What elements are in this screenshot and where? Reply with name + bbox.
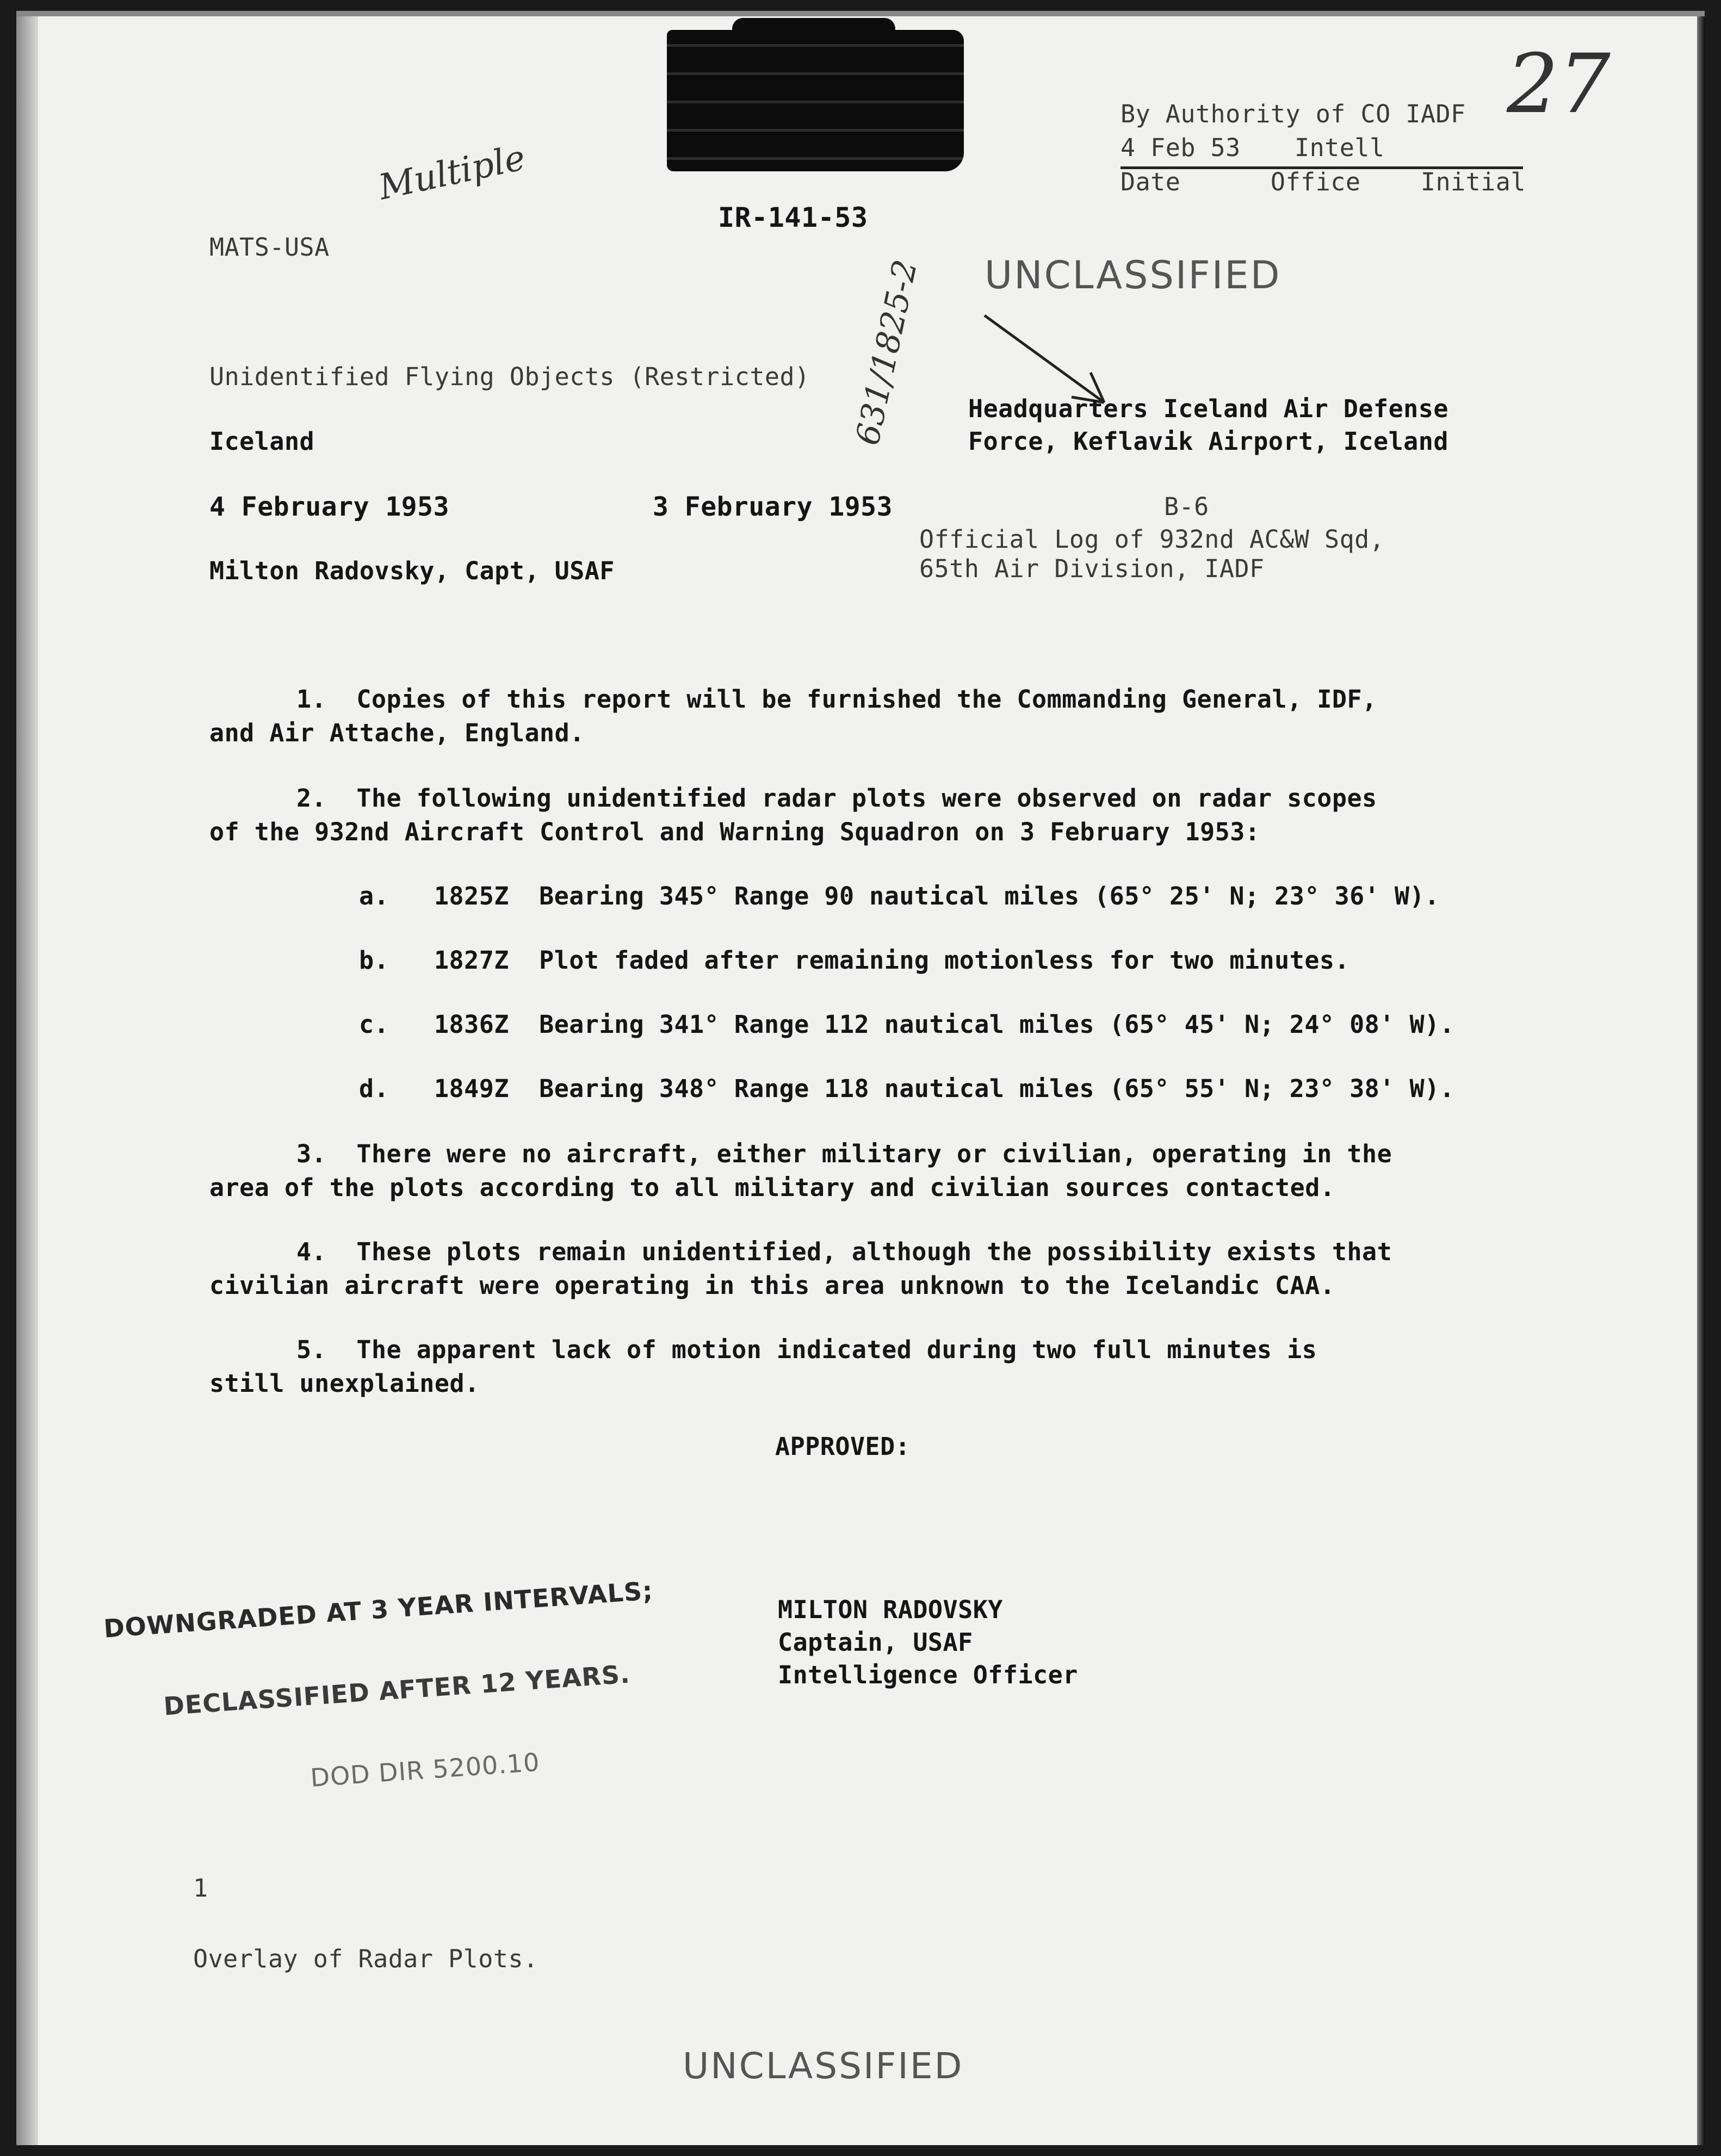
handwritten-page-number: 27 bbox=[1507, 37, 1611, 132]
authority-labels: Date Office Initial bbox=[1120, 168, 1526, 196]
radar-plot-a: a. 1825Z Bearing 345° Range 90 nautical miles (65° 25' N; 23° 36' W). bbox=[359, 882, 1440, 910]
redaction-block bbox=[667, 30, 964, 171]
originator-line-2: Force, Keflavik Airport, Iceland bbox=[968, 427, 1448, 456]
classification-stamp-bottom: UNCLASSIFIED bbox=[683, 2045, 964, 2087]
downgrade-stamp-line-1: DOWNGRADED AT 3 YEAR INTERVALS; bbox=[102, 1576, 654, 1644]
reference: B-6 bbox=[1164, 492, 1209, 521]
paragraph-4-line-1: 4. These plots remain unidentified, although the possibility exists that bbox=[296, 1237, 1392, 1266]
subject: Unidentified Flying Objects (Restricted) bbox=[209, 362, 810, 391]
classification-stamp-top: UNCLASSIFIED bbox=[985, 253, 1282, 298]
signature-name: MILTON RADOVSKY bbox=[778, 1595, 1003, 1624]
paragraph-3-line-2: area of the plots according to all military and civilian sources contacted. bbox=[209, 1173, 1335, 1202]
handwritten-code: 631/1825-2 bbox=[849, 256, 925, 449]
handwritten-multiple: Multiple bbox=[375, 138, 529, 208]
paragraph-3-line-1: 3. There were no aircraft, either military or civilian, operating in the bbox=[296, 1139, 1392, 1168]
report-number: IR-141-53 bbox=[718, 202, 868, 233]
scan-edge-left bbox=[16, 11, 38, 2145]
report-date: 4 February 1953 bbox=[209, 492, 449, 522]
prepared-by: Milton Radovsky, Capt, USAF bbox=[209, 556, 615, 585]
paragraph-2-line-2: of the 932nd Aircraft Control and Warning Squadron on 3 February 1953: bbox=[209, 817, 1260, 846]
signature-rank: Captain, USAF bbox=[778, 1628, 973, 1657]
radar-plot-d: d. 1849Z Bearing 348° Range 118 nautical miles (65° 55' N; 23° 38' W). bbox=[359, 1074, 1455, 1103]
paragraph-2-line-1: 2. The following unidentified radar plots were observed on radar scopes bbox=[296, 784, 1377, 813]
authority-line: By Authority of CO IADF bbox=[1120, 100, 1466, 128]
paragraph-1-line-2: and Air Attache, England. bbox=[209, 718, 585, 747]
enclosure-description: Overlay of Radar Plots. bbox=[193, 1944, 538, 1973]
authority-office: Intell bbox=[1295, 133, 1385, 162]
paragraph-4-line-2: civilian aircraft were operating in this area unknown to the Icelandic CAA. bbox=[209, 1271, 1335, 1300]
signature-title: Intelligence Officer bbox=[778, 1661, 1078, 1689]
area: Iceland bbox=[209, 427, 315, 456]
scan-edge-right bbox=[1697, 11, 1705, 2145]
downgrade-stamp-line-2: DECLASSIFIED AFTER 12 YEARS. bbox=[163, 1659, 632, 1721]
information-date: 3 February 1953 bbox=[653, 492, 893, 522]
authority-date: 4 Feb 53 bbox=[1120, 133, 1241, 162]
downgrade-stamp-line-3: DOD DIR 5200.10 bbox=[309, 1747, 541, 1793]
paragraph-5-line-1: 5. The apparent lack of motion indicated during two full minutes is bbox=[296, 1335, 1317, 1364]
paragraph-1-line-1: 1. Copies of this report will be furnished the Commanding General, IDF, bbox=[296, 685, 1377, 714]
approved-label: APPROVED: bbox=[775, 1432, 911, 1461]
source-line-2: 65th Air Division, IADF bbox=[919, 554, 1265, 583]
scan-edge-top bbox=[16, 11, 1705, 16]
downgrade-stamp bbox=[99, 1522, 669, 1859]
originator-line-1: Headquarters Iceland Air Defense bbox=[968, 394, 1448, 423]
radar-plot-b: b. 1827Z Plot faded after remaining motionless for two minutes. bbox=[359, 946, 1350, 975]
enclosure-number: 1 bbox=[193, 1874, 208, 1903]
source-line-1: Official Log of 932nd AC&W Sqd, bbox=[919, 525, 1385, 554]
document-page bbox=[16, 11, 1705, 2145]
from-office: MATS-USA bbox=[209, 233, 330, 262]
radar-plot-c: c. 1836Z Bearing 341° Range 112 nautical miles (65° 45' N; 24° 08' W). bbox=[359, 1010, 1455, 1039]
paragraph-5-line-2: still unexplained. bbox=[209, 1369, 480, 1398]
